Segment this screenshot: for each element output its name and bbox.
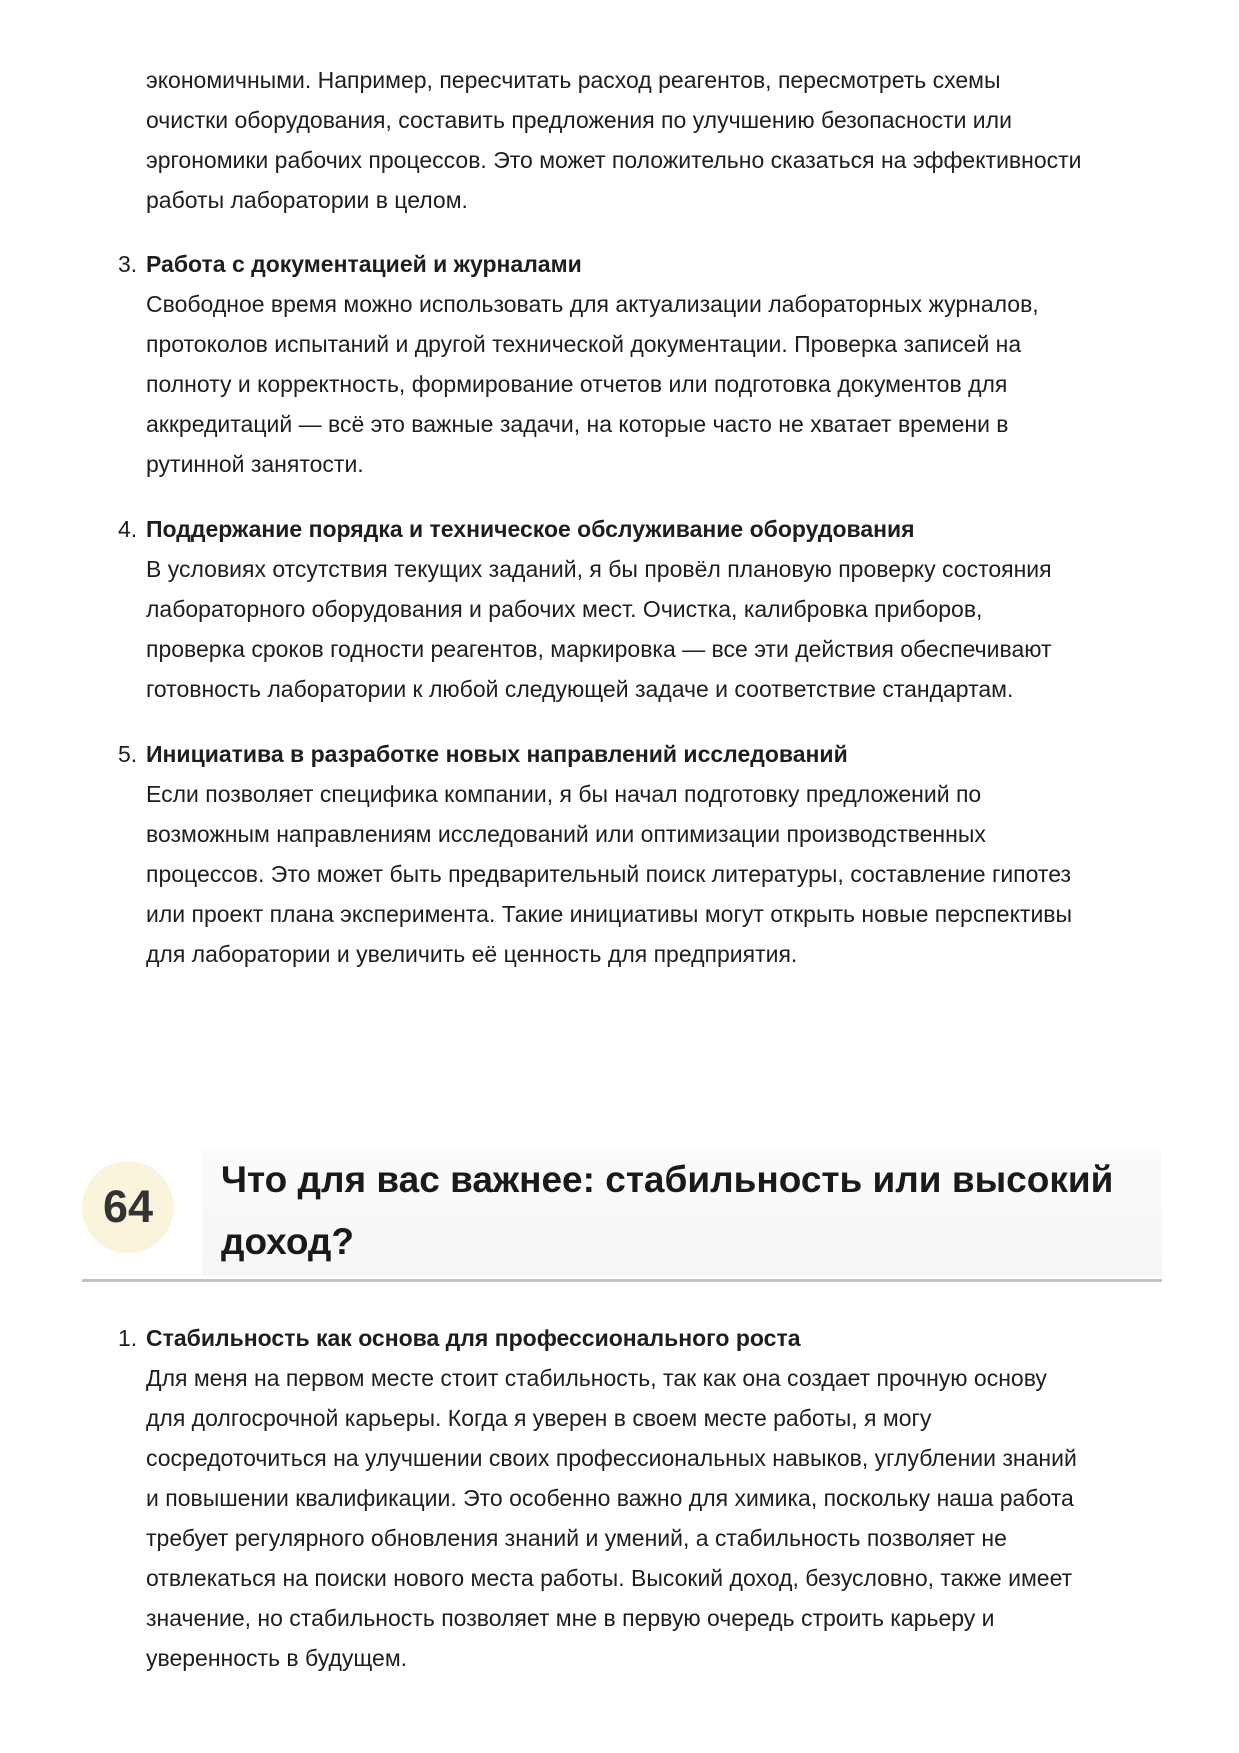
paragraph-line: уверенность в будущем.	[146, 1645, 408, 1671]
list-item-1	[118, 1318, 1156, 1678]
paragraph-line: требует регулярного обновления знаний и умений, а стабильность позволяет не	[146, 1525, 1007, 1551]
section-header	[82, 1150, 1162, 1282]
paragraph-line: проверка сроков годности реагентов, маркировка — все эти действия обеспечивают	[146, 636, 1052, 662]
list-item-title: Инициатива в разработке новых направлений исследований	[146, 741, 848, 767]
question-number-badge: 64	[82, 1161, 174, 1253]
paragraph-line: сосредоточиться на улучшении своих профессиональных навыков, углублении знаний	[146, 1445, 1077, 1471]
paragraph-line: для лаборатории и увеличить её ценность для предприятия.	[146, 941, 798, 967]
paragraph-line: экономичными. Например, пересчитать расход реагентов, пересмотреть схемы	[146, 67, 1001, 93]
paragraph-line: лабораторного оборудования и рабочих мест. Очистка, калибровка приборов,	[146, 596, 983, 622]
paragraph-line: протоколов испытаний и другой технической документации. Проверка записей на	[146, 331, 1022, 357]
paragraph-line: очистки оборудования, составить предложения по улучшению безопасности или	[146, 107, 1012, 133]
paragraph-line: и повышении квалификации. Это особенно важно для химика, поскольку наша работа	[146, 1485, 1074, 1511]
list-item-title: Стабильность как основа для профессионального роста	[146, 1325, 801, 1351]
paragraph-line: процессов. Это может быть предварительный поиск литературы, составление гипотез	[146, 861, 1072, 887]
paragraph-line: или проект плана эксперимента. Такие инициативы могут открыть новые перспективы	[146, 901, 1073, 927]
paragraph-line: отвлекаться на поиски нового места работы. Высокий доход, безусловно, также имеет	[146, 1565, 1073, 1591]
paragraph-line: Для меня на первом месте стоит стабильность, так как она создает прочную основу	[146, 1365, 1047, 1391]
list-item-number: 5.	[118, 741, 138, 767]
intro-paragraph	[146, 60, 1082, 220]
paragraph-line: аккредитаций — всё это важные задачи, на которые часто не хватает времени в	[146, 411, 1009, 437]
paragraph-line: работы лаборатории в целом.	[146, 187, 468, 213]
list-item-4	[118, 509, 1156, 709]
paragraph-line: рутинной занятости.	[146, 451, 364, 477]
list-item-title: Работа с документацией и журналами	[146, 251, 582, 277]
section-title-line: Что для вас важнее: стабильность или высокий	[221, 1159, 1114, 1200]
paragraph-line: для долгосрочной карьеры. Когда я уверен в своем месте работы, я могу	[146, 1405, 932, 1431]
section-divider	[82, 1279, 1162, 1282]
paragraph-line: готовность лаборатории к любой следующей задаче и соответствие стандартам.	[146, 676, 1014, 702]
list-item-number: 3.	[118, 251, 138, 277]
list-item-number: 4.	[118, 516, 138, 542]
paragraph-line: возможным направлениям исследований или оптимизации производственных	[146, 821, 986, 847]
list-item-title: Поддержание порядка и техническое обслуживание оборудования	[146, 516, 915, 542]
list-item-number: 1.	[118, 1325, 138, 1351]
section-title	[221, 1149, 1113, 1273]
paragraph-line: В условиях отсутствия текущих заданий, я бы провёл плановую проверку состояния	[146, 556, 1052, 582]
paragraph-line: эргономики рабочих процессов. Это может положительно сказаться на эффективности	[146, 147, 1082, 173]
section-title-line: доход?	[221, 1221, 355, 1262]
paragraph-line: Свободное время можно использовать для актуализации лабораторных журналов,	[146, 291, 1039, 317]
list-item-3	[118, 244, 1156, 484]
paragraph-line: полноту и корректность, формирование отчетов или подготовка документов для	[146, 371, 1008, 397]
paragraph-line: значение, но стабильность позволяет мне в первую очередь строить карьеру и	[146, 1605, 995, 1631]
paragraph-line: Если позволяет специфика компании, я бы начал подготовку предложений по	[146, 781, 982, 807]
list-item-5	[118, 734, 1156, 974]
